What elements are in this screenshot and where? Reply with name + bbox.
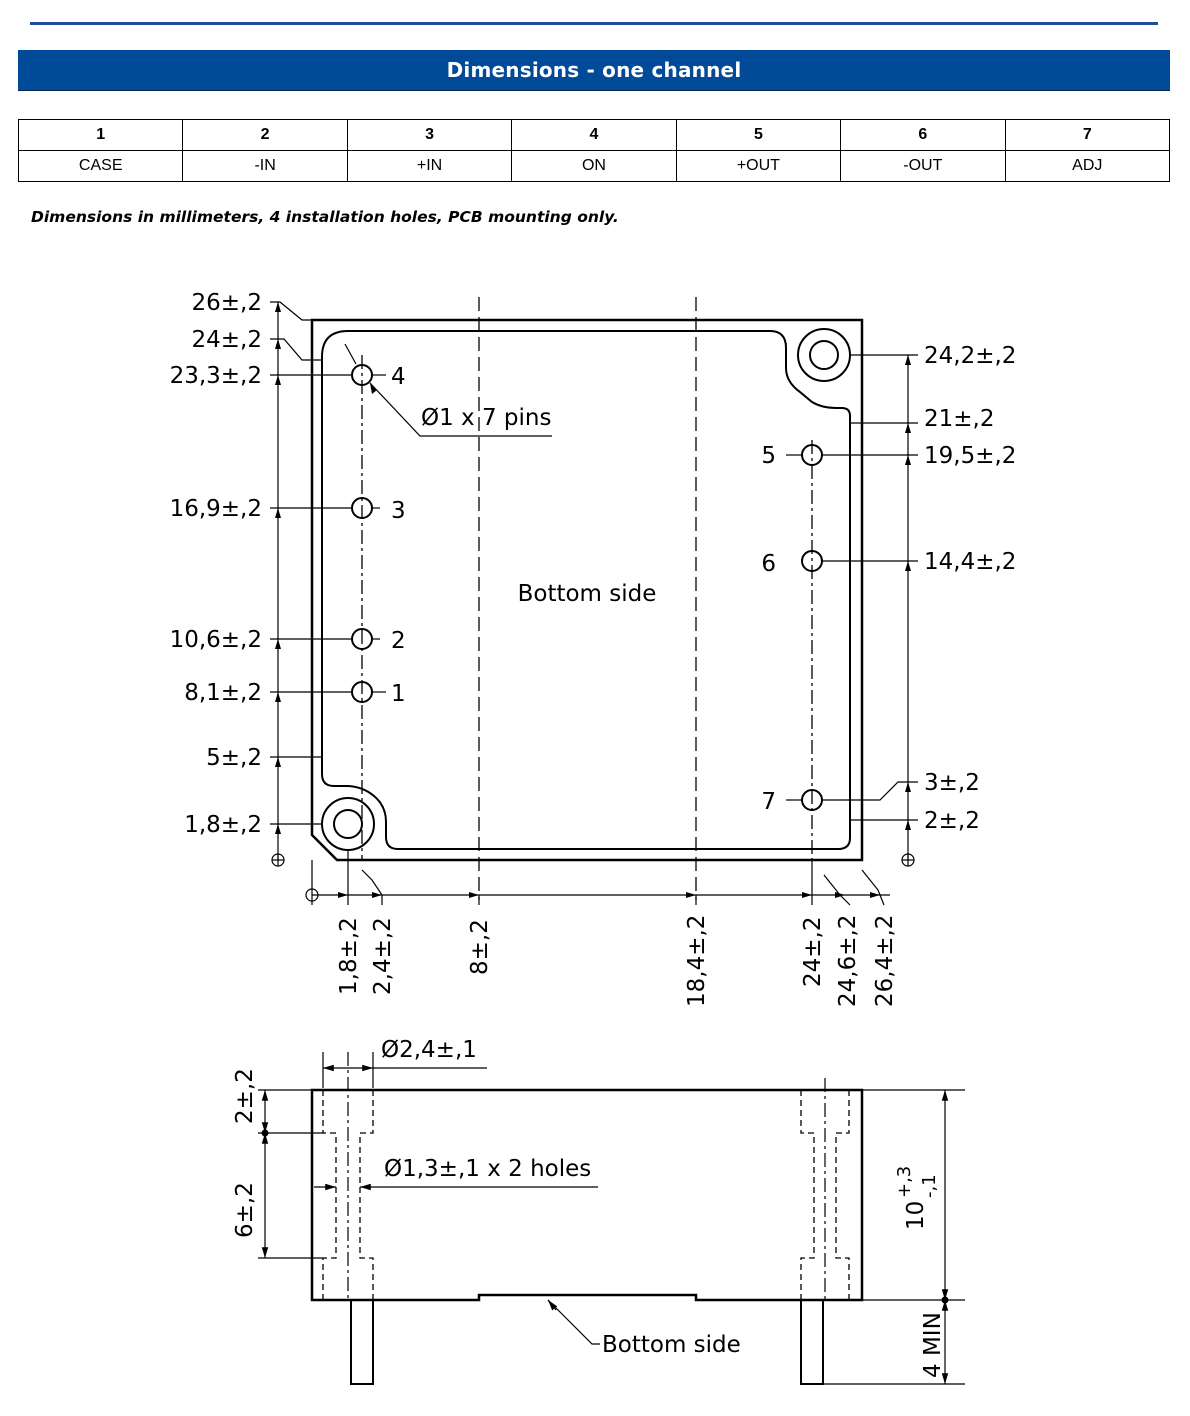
side-pin-right <box>801 1300 823 1384</box>
side-bottom-label: Bottom side <box>602 1332 741 1358</box>
dim-height-tol-plus: +,3 <box>894 1165 915 1198</box>
mount-hole-top-right <box>798 329 850 381</box>
pins-callout: Ø1 x 7 pins <box>421 405 552 431</box>
pin-number: 1 <box>19 120 183 151</box>
dim-bottom-24: 24±,2 <box>800 916 826 987</box>
dim-right-24-2: 24,2±,2 <box>924 343 1017 369</box>
dim-left-24: 24±,2 <box>191 327 262 353</box>
pin-label-1: 1 <box>391 681 406 707</box>
pin-function: -IN <box>183 151 347 182</box>
pin-label-6: 6 <box>761 551 776 577</box>
section-title: Dimensions - one channel <box>18 50 1170 91</box>
dim-side-6: 6±,2 <box>232 1182 258 1238</box>
pin-label-3: 3 <box>391 498 406 524</box>
pin-function: +IN <box>347 151 511 182</box>
pin-label-4: 4 <box>391 364 406 390</box>
pin-function: CASE <box>19 151 183 182</box>
pin-number: 6 <box>841 120 1005 151</box>
pin-number: 5 <box>676 120 840 151</box>
dim-left-23-3: 23,3±,2 <box>169 363 262 389</box>
dim-left-16-9: 16,9±,2 <box>169 496 262 522</box>
dim-bottom-26-4: 26,4±,2 <box>872 914 898 1007</box>
dim-bottom-2-4: 2,4±,2 <box>370 917 396 995</box>
dim-right-2: 2±,2 <box>924 808 980 834</box>
dim-height-tol-minus: -,1 <box>919 1174 940 1198</box>
mount-hole-top-right-inner <box>810 341 838 369</box>
dim-right-19-5: 19,5±,2 <box>924 443 1017 469</box>
dim-side-2: 2±,2 <box>232 1068 258 1124</box>
pin-function: ADJ <box>1005 151 1169 182</box>
pin-label-5: 5 <box>761 443 776 469</box>
dim-left-5: 5±,2 <box>206 745 262 771</box>
pin-function: +OUT <box>676 151 840 182</box>
pin-number: 4 <box>512 120 676 151</box>
pin-function: -OUT <box>841 151 1005 182</box>
dim-bottom-24-6: 24,6±,2 <box>835 914 861 1007</box>
pin-number: 3 <box>347 120 511 151</box>
side-view-labels <box>232 1037 946 1378</box>
dim-right-3: 3±,2 <box>924 770 980 796</box>
side-pin-left <box>351 1300 373 1384</box>
pin-number: 2 <box>183 120 347 151</box>
pin-label-2: 2 <box>391 628 406 654</box>
dim-hole-diameter: Ø2,4±,1 <box>381 1037 477 1063</box>
dim-height-main: 10 <box>903 1200 929 1230</box>
dim-bottom-8: 8±,2 <box>467 919 493 975</box>
mount-hole-bottom-left <box>322 798 374 850</box>
side-case-outline <box>312 1090 862 1300</box>
dim-right-21: 21±,2 <box>924 406 995 432</box>
pin-number: 7 <box>1005 120 1169 151</box>
dim-right-14-4: 14,4±,2 <box>924 549 1017 575</box>
holes-callout: Ø1,3±,1 x 2 holes <box>384 1156 592 1182</box>
dim-bottom-18-4: 18,4±,2 <box>684 914 710 1007</box>
dimensions-note: Dimensions in millimeters, 4 installation holes, PCB mounting only. <box>31 208 619 226</box>
dim-bottom-1-8: 1,8±,2 <box>336 917 362 995</box>
pin-label-7: 7 <box>761 789 776 815</box>
pin-function: ON <box>512 151 676 182</box>
dim-left-1-8: 1,8±,2 <box>184 812 262 838</box>
mount-hole-bottom-left-inner <box>334 810 362 838</box>
bottom-view-labels <box>170 290 1017 1007</box>
dim-pin-length: 4 MIN <box>920 1312 946 1378</box>
dim-left-8-1: 8,1±,2 <box>184 680 262 706</box>
dim-left-26: 26±,2 <box>191 290 262 316</box>
dim-left-10-6: 10,6±,2 <box>169 627 262 653</box>
bottom-side-label: Bottom side <box>517 581 657 607</box>
